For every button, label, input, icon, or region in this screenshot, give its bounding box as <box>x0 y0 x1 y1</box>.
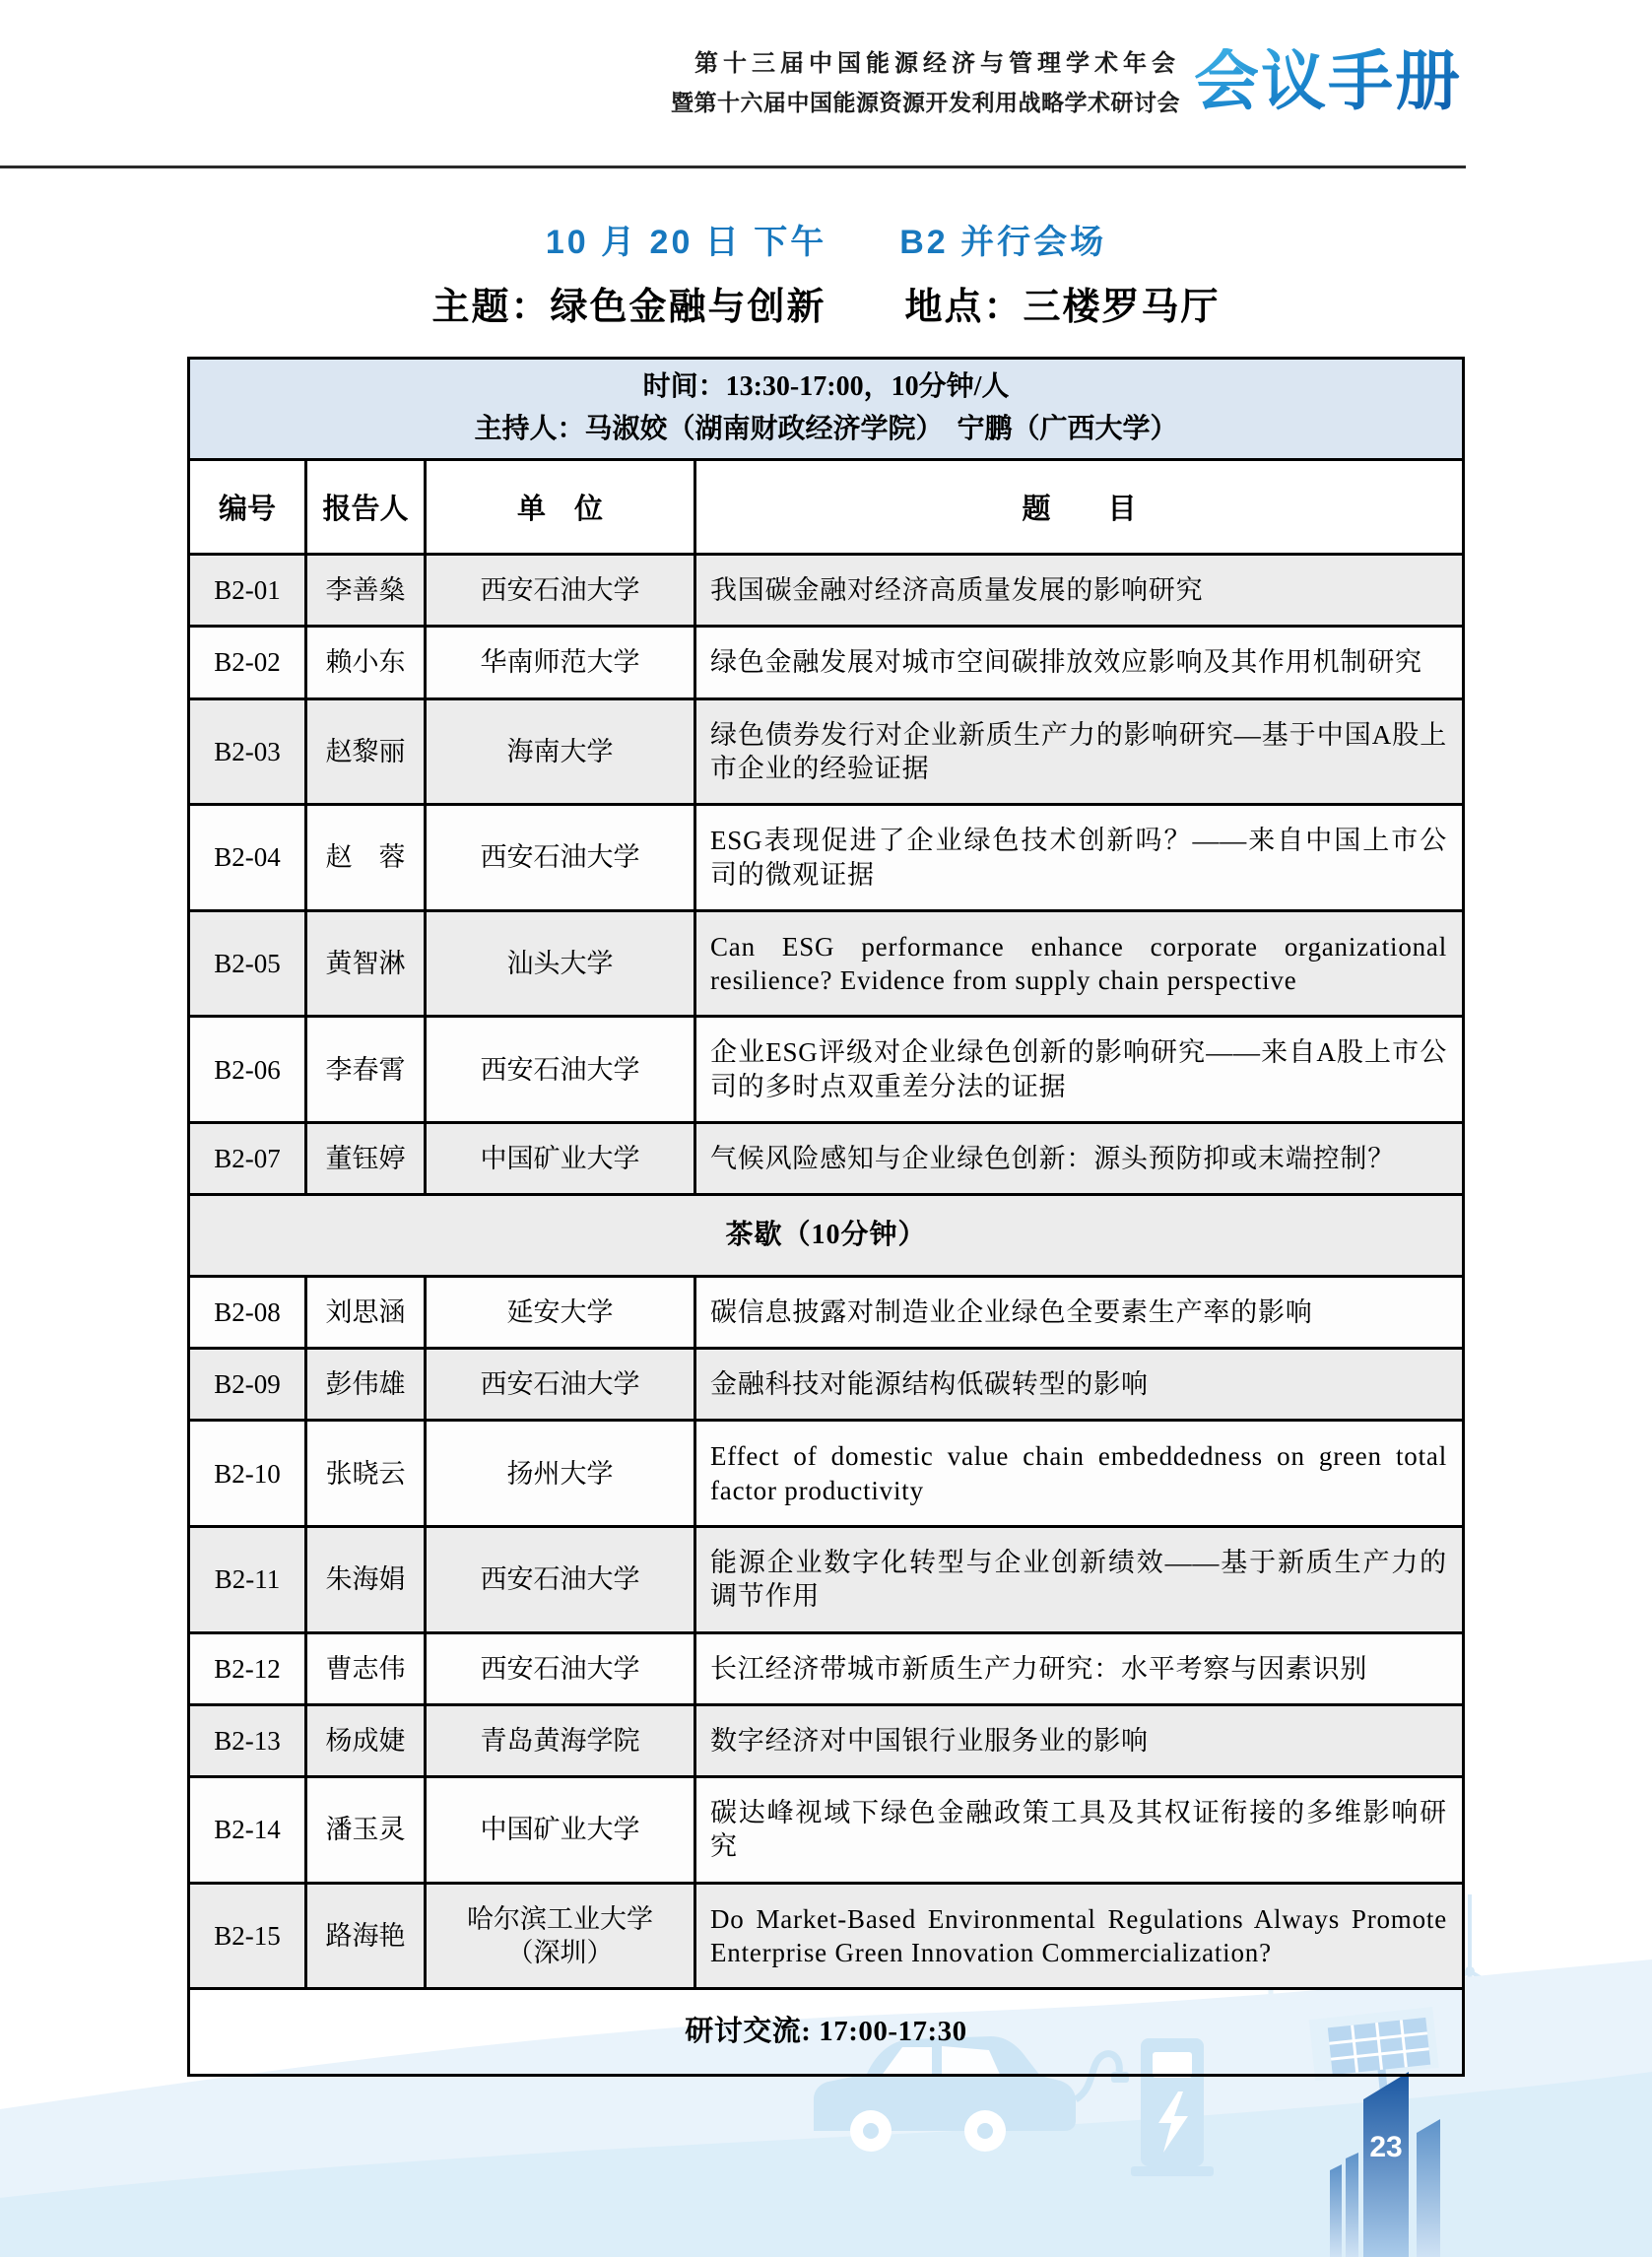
affiliation-cell <box>426 1883 695 1989</box>
affiliation-cell: 中国矿业大学 <box>426 1123 695 1195</box>
table-row <box>189 1421 1464 1527</box>
table-row <box>189 910 1464 1017</box>
presenter-cell: 李善燊 <box>306 555 426 627</box>
affiliation-cell: 西安石油大学 <box>426 1017 695 1123</box>
presenter-cell: 赵黎丽 <box>306 698 426 805</box>
row-id-cell: B2-07 <box>189 1123 306 1195</box>
title-cell: 气候风险感知与企业绿色创新：源头预防抑或末端控制？ <box>695 1123 1464 1195</box>
row-id-cell: B2-04 <box>189 805 306 911</box>
conference-title-line2: 暨第十六届中国能源资源开发利用战略学术研讨会 <box>671 90 1180 115</box>
row-id-cell: B2-12 <box>189 1632 306 1704</box>
title-cell: 碳信息披露对制造业企业绿色全要素生产率的影响 <box>695 1276 1464 1348</box>
table-row <box>189 1704 1464 1776</box>
presenter-cell: 彭伟雄 <box>306 1349 426 1421</box>
presenter-cell: 董钰婷 <box>306 1123 426 1195</box>
row-id-cell: B2-15 <box>189 1883 306 1989</box>
page-header <box>0 43 1462 117</box>
table-row <box>189 698 1464 805</box>
affiliation-cell: 延安大学 <box>426 1276 695 1348</box>
col-header-affiliation: 单 位 <box>426 460 695 555</box>
table-row <box>189 1123 1464 1195</box>
row-id-cell: B2-02 <box>189 627 306 698</box>
title-cell: Effect of domestic value chain embeddedness on green total factor productivity <box>695 1421 1464 1527</box>
handbook-logo: 会议手册 <box>1194 43 1462 117</box>
row-id-cell: B2-01 <box>189 555 306 627</box>
session-table-body <box>189 555 1464 2076</box>
table-row <box>189 1777 1464 1884</box>
affiliation-cell: 西安石油大学 <box>426 805 695 911</box>
title-cell: Can ESG performance enhance corporate organizational resilience? Evidence from supply chain perspective <box>695 910 1464 1017</box>
affiliation-cell: 海南大学 <box>426 698 695 805</box>
row-id-cell: B2-13 <box>189 1704 306 1776</box>
table-row <box>189 1276 1464 1348</box>
table-row <box>189 1883 1464 1989</box>
affiliation-line2: （深圳） <box>506 1937 614 1967</box>
affiliation-cell: 扬州大学 <box>426 1421 695 1527</box>
conference-title-block <box>671 43 1180 117</box>
title-cell: 绿色金融发展对城市空间碳排放效应影响及其作用机制研究 <box>695 627 1464 698</box>
col-header-id: 编号 <box>189 460 306 555</box>
session-theme-location: 主题：绿色金融与创新 地点：三楼罗马厅 <box>431 287 1221 328</box>
affiliation-cell: 汕头大学 <box>426 910 695 1017</box>
presenter-cell: 李春霄 <box>306 1017 426 1123</box>
title-cell: Do Market-Based Environmental Regulations Always Promote Enterprise Green Innovation Commercialization? <box>695 1883 1464 1989</box>
title-cell: 绿色债券发行对企业新质生产力的影响研究—基于中国A股上市企业的经验证据 <box>695 698 1464 805</box>
affiliation-cell: 华南师范大学 <box>426 627 695 698</box>
title-cell: 长江经济带城市新质生产力研究：水平考察与因素识别 <box>695 1632 1464 1704</box>
title-cell: 能源企业数字化转型与企业创新绩效——基于新质生产力的调节作用 <box>695 1526 1464 1632</box>
page-number: 23 <box>1369 2131 1403 2163</box>
column-header-row <box>189 460 1464 555</box>
presenter-cell: 赵 蓉 <box>306 805 426 911</box>
presenter-cell: 路海艳 <box>306 1883 426 1989</box>
affiliation-cell: 西安石油大学 <box>426 555 695 627</box>
presenter-cell: 黄智淋 <box>306 910 426 1017</box>
presenter-cell: 潘玉灵 <box>306 1777 426 1884</box>
conference-title-line1: 第十三届中国能源经济与管理学术年会 <box>694 50 1180 77</box>
tea-break-row <box>189 1195 1464 1277</box>
row-id-cell: B2-06 <box>189 1017 306 1123</box>
row-id-cell: B2-10 <box>189 1421 306 1527</box>
row-id-cell: B2-09 <box>189 1349 306 1421</box>
discussion-row-label: 研讨交流: 17:00-17:30 <box>189 1989 1464 2076</box>
title-cell: ESG表现促进了企业绿色技术创新吗？——来自中国上市公司的微观证据 <box>695 805 1464 911</box>
presenter-cell: 杨成婕 <box>306 1704 426 1776</box>
table-row <box>189 1632 1464 1704</box>
presenter-cell: 张晓云 <box>306 1421 426 1527</box>
title-cell: 企业ESG评级对企业绿色创新的影响研究——来自A股上市公司的多时点双重差分法的证据 <box>695 1017 1464 1123</box>
table-row <box>189 805 1464 911</box>
title-cell: 我国碳金融对经济高质量发展的影响研究 <box>695 555 1464 627</box>
table-row <box>189 1526 1464 1632</box>
table-row <box>189 555 1464 627</box>
discussion-row <box>189 1989 1464 2076</box>
session-table <box>187 357 1465 2077</box>
table-row <box>189 1349 1464 1421</box>
row-id-cell: B2-03 <box>189 698 306 805</box>
header-divider <box>0 166 1466 168</box>
col-header-title: 题 目 <box>695 460 1464 555</box>
affiliation-cell: 西安石油大学 <box>426 1349 695 1421</box>
tea-break-row-label: 茶歇（10分钟） <box>189 1195 1464 1277</box>
row-id-cell: B2-08 <box>189 1276 306 1348</box>
presenter-cell: 朱海娟 <box>306 1526 426 1632</box>
affiliation-cell: 西安石油大学 <box>426 1632 695 1704</box>
row-id-cell: B2-05 <box>189 910 306 1017</box>
affiliation-cell: 中国矿业大学 <box>426 1777 695 1884</box>
presenter-cell: 赖小东 <box>306 627 426 698</box>
session-date-venue: 10 月 20 日 下午 B2 并行会场 <box>545 224 1107 261</box>
session-info-row <box>189 359 1464 460</box>
row-id-cell: B2-11 <box>189 1526 306 1632</box>
row-id-cell: B2-14 <box>189 1777 306 1884</box>
table-row <box>189 627 1464 698</box>
presenter-cell: 曹志伟 <box>306 1632 426 1704</box>
session-time: 时间：13:30-17:00，10分钟/人 <box>642 371 1010 402</box>
affiliation-line1: 哈尔滨工业大学 <box>467 1903 653 1934</box>
title-cell: 金融科技对能源结构低碳转型的影响 <box>695 1349 1464 1421</box>
title-cell: 数字经济对中国银行业服务业的影响 <box>695 1704 1464 1776</box>
affiliation-cell: 青岛黄海学院 <box>426 1704 695 1776</box>
session-hosts: 主持人：马淑姣（湖南财政经济学院） 宁鹏（广西大学） <box>474 413 1178 444</box>
col-header-presenter: 报告人 <box>306 460 426 555</box>
affiliation-cell: 西安石油大学 <box>426 1526 695 1632</box>
session-info-cell <box>189 359 1464 460</box>
table-row <box>189 1017 1464 1123</box>
title-cell: 碳达峰视域下绿色金融政策工具及其权证衔接的多维影响研究 <box>695 1777 1464 1884</box>
presenter-cell: 刘思涵 <box>306 1276 426 1348</box>
